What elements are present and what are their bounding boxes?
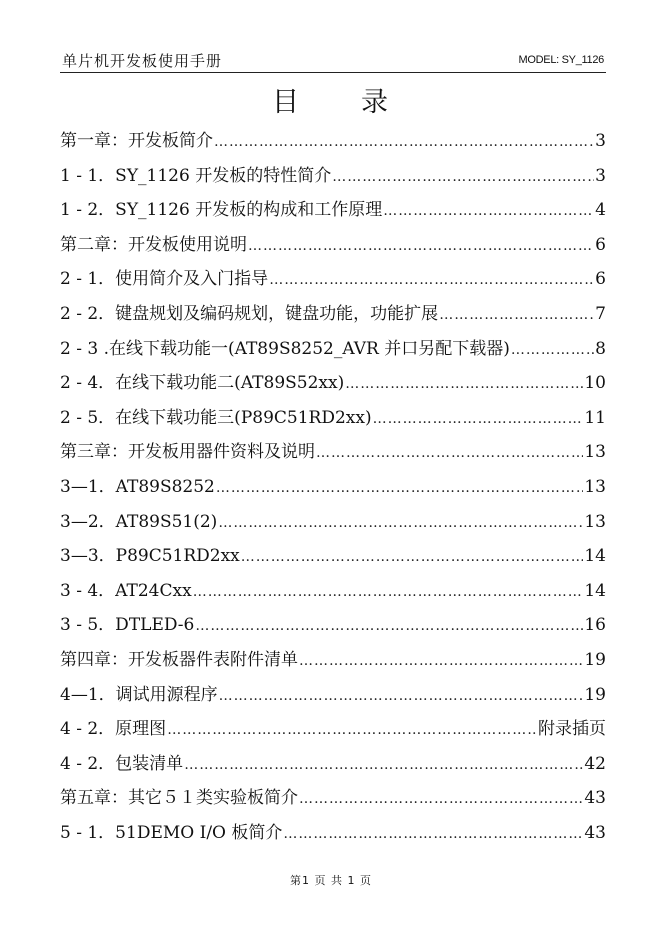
toc-entry-page: 13 [584, 442, 606, 463]
header-model: MODEL: SY_1126 [518, 54, 604, 66]
toc-dot-leader [248, 238, 594, 254]
toc-entry-label: 2 - 4．在线下载功能二(AT89S52xx) [60, 373, 345, 394]
table-of-contents [60, 126, 606, 852]
toc-entry-page: 43 [584, 822, 606, 843]
toc-entry-label: 1 - 1．SY_1126 开发板的特性简介 [60, 165, 332, 186]
toc-entry-label: 3—1．AT89S8252 [60, 476, 215, 497]
toc-entry[interactable] [60, 749, 606, 784]
toc-entry[interactable] [60, 403, 606, 438]
toc-entry[interactable] [60, 507, 606, 542]
toc-dot-leader [184, 757, 583, 773]
toc-heading [0, 80, 662, 119]
toc-entry-page: 16 [584, 615, 606, 636]
toc-entry-page: 13 [584, 476, 606, 497]
toc-entry-label: 3—2．AT89S51(2) [60, 511, 218, 532]
toc-dot-leader [167, 722, 537, 738]
toc-entry-page: 19 [584, 684, 606, 705]
toc-entry[interactable] [60, 161, 606, 196]
toc-entry-label: 2 - 3 .在线下载功能一(AT89S8252_AVR 并口另配下载器) [60, 338, 510, 359]
page-footer: 第1 页 共 1 页 [290, 874, 372, 887]
toc-entry-page: 3 [595, 165, 606, 186]
toc-dot-leader [332, 169, 594, 185]
toc-entry[interactable] [60, 680, 606, 715]
toc-entry[interactable] [60, 334, 606, 369]
header-divider [60, 72, 606, 73]
toc-entry-label: 5 - 1．51DEMO I/O 板简介 [60, 822, 283, 843]
toc-entry-label: 2 - 5．在线下载功能三(P89C51RD2xx) [60, 407, 372, 428]
toc-entry-page: 6 [595, 269, 606, 290]
toc-dot-leader [299, 791, 583, 807]
toc-entry[interactable] [60, 299, 606, 334]
toc-dot-leader [283, 826, 583, 842]
toc-heading-part1: 目 [272, 87, 301, 118]
toc-entry-page: 4 [595, 200, 606, 221]
toc-dot-leader [218, 515, 583, 531]
toc-entry-label: 2 - 2．键盘规划及编码规划，键盘功能，功能扩展 [60, 303, 439, 324]
toc-entry-page: 14 [584, 580, 606, 601]
toc-entry-label: 第五章：其它５１类实验板简介 [60, 788, 298, 809]
toc-entry[interactable] [60, 195, 606, 230]
toc-entry-label: 1 - 2．SY_1126 开发板的构成和工作原理 [60, 200, 383, 221]
toc-entry[interactable] [60, 541, 606, 576]
toc-entry-label: 4 - 2．包装清单 [60, 753, 184, 774]
toc-entry[interactable] [60, 126, 606, 161]
toc-entry-label: 4 - 2．原理图 [60, 719, 167, 740]
toc-dot-leader [241, 549, 584, 565]
toc-dot-leader [439, 307, 594, 323]
toc-dot-leader [299, 653, 583, 669]
toc-dot-leader [373, 411, 584, 427]
toc-heading-part2: 录 [361, 87, 390, 118]
toc-entry[interactable] [60, 368, 606, 403]
toc-entry[interactable] [60, 437, 606, 472]
toc-dot-leader [193, 584, 584, 600]
toc-entry-page: 13 [584, 511, 606, 532]
toc-dot-leader [269, 272, 594, 288]
toc-entry-page: 10 [584, 373, 606, 394]
toc-entry-page: 19 [584, 649, 606, 670]
toc-entry[interactable] [60, 472, 606, 507]
toc-entry-label: 4—1．调试用源程序 [60, 684, 218, 705]
toc-entry[interactable] [60, 714, 606, 749]
toc-entry-label: 3—3．P89C51RD2xx [60, 546, 240, 567]
toc-dot-leader [216, 480, 584, 496]
toc-entry[interactable] [60, 645, 606, 680]
toc-entry-page: 7 [595, 303, 606, 324]
toc-entry[interactable] [60, 783, 606, 818]
toc-entry-label: 第一章：开发板简介 [60, 131, 213, 151]
toc-entry-label: 3 - 5．DTLED-6 [60, 615, 195, 636]
toc-dot-leader [214, 134, 594, 150]
header-title: 单片机开发板使用手册 [62, 52, 223, 70]
toc-entry[interactable] [60, 576, 606, 611]
toc-dot-leader [383, 203, 594, 219]
toc-dot-leader [511, 342, 594, 358]
toc-entry-label: 2 - 1．使用简介及入门指导 [60, 269, 269, 290]
toc-entry[interactable] [60, 818, 606, 853]
toc-dot-leader [316, 445, 583, 461]
toc-entry[interactable] [60, 610, 606, 645]
toc-entry-page: 14 [584, 546, 606, 567]
toc-entry[interactable] [60, 230, 606, 265]
toc-dot-leader [195, 618, 583, 634]
toc-entry-label: 3 - 4．AT24Cxx [60, 580, 192, 601]
toc-entry[interactable] [60, 264, 606, 299]
toc-entry-page: 43 [584, 788, 606, 809]
toc-entry-label: 第二章：开发板使用说明 [60, 234, 247, 255]
toc-entry-page: 8 [595, 338, 606, 359]
toc-dot-leader [345, 376, 583, 392]
toc-entry-page: 6 [595, 234, 606, 255]
toc-entry-label: 第三章：开发板用器件资料及说明 [60, 442, 315, 463]
toc-entry-page: 11 [584, 407, 606, 428]
toc-entry-page: 附录插页 [538, 719, 606, 740]
toc-entry-label: 第四章：开发板器件表附件清单 [60, 649, 298, 670]
toc-entry-page: 42 [584, 753, 606, 774]
toc-entry-page: 3 [595, 131, 606, 151]
toc-dot-leader [219, 688, 584, 704]
